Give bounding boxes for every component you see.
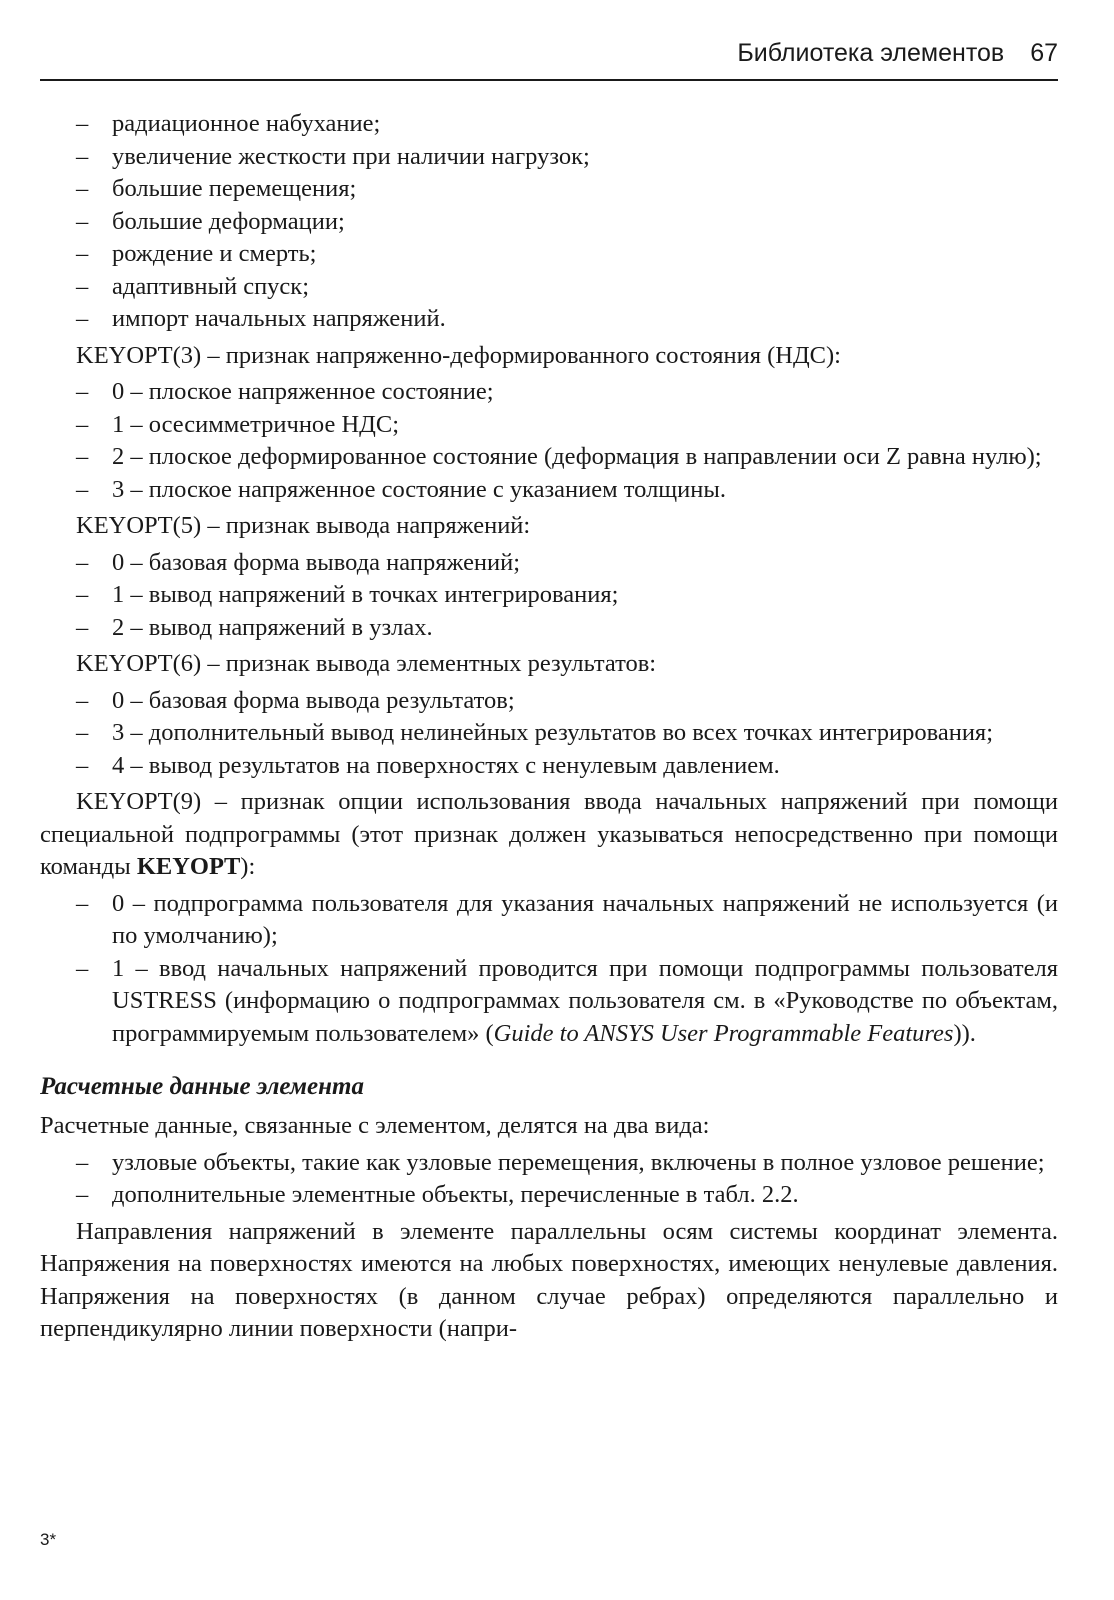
keyopt9-title-end: ): xyxy=(240,853,256,880)
guide-title: Guide to ANSYS User Programmable Features xyxy=(493,1019,954,1047)
keyopt5-title: KEYOPT(5) – признак вывода напряжений: xyxy=(76,512,531,539)
keyopt9-list xyxy=(40,888,1058,1051)
keyopt3-list xyxy=(40,376,1058,506)
list-item: – дополнительные элементные объекты, перечисленные в табл. 2.2. xyxy=(40,1179,1058,1212)
keyopt6-title: KEYOPT(6) – признак вывода элементных результатов: xyxy=(76,650,657,677)
list-item: – большие деформации; xyxy=(40,206,1058,239)
header-rule xyxy=(40,79,1058,81)
list-item: – большие перемещения; xyxy=(40,173,1058,206)
list-item: – адаптивный спуск; xyxy=(40,271,1058,304)
section-paragraph: Направления напряжений в элементе параллельны осям системы координат элемента. Напряжения на поверхностях имеются на любых поверхностях, имеющих ненулевые давления. Напряжения на поверхностях (в данном случае ребрах) определяются параллельно и перпендикулярно линии поверхности (напри- xyxy=(40,1217,1058,1342)
list-item: – 1 – осесимметричное НДС; xyxy=(40,409,1058,442)
list-item-end: )). xyxy=(953,1019,976,1047)
list-item: – 0 – плоское напряженное состояние; xyxy=(40,376,1058,409)
list-item: – 0 – базовая форма вывода напряжений; xyxy=(40,547,1058,580)
list-item: – 2 – вывод напряжений в узлах. xyxy=(40,612,1058,645)
list-item: – 4 – вывод результатов на поверхностях с ненулевым давлением. xyxy=(40,750,1058,783)
running-header xyxy=(40,36,1058,70)
keyopt5-list xyxy=(40,547,1058,645)
list-item: – импорт начальных напряжений. xyxy=(40,303,1058,336)
list-item: – 3 – дополнительный вывод нелинейных результатов во всех точках интегрирования; xyxy=(40,717,1058,750)
list-item xyxy=(40,953,1058,1051)
list-item: – 1 – вывод напряжений в точках интегрирования; xyxy=(40,579,1058,612)
signature-mark: 3* xyxy=(40,1530,57,1549)
keyopt-command: KEYOPT xyxy=(136,853,241,880)
list-item: – 0 – базовая форма вывода результатов; xyxy=(40,685,1058,718)
list-item: – 2 – плоское деформированное состояние (деформация в направлении оси Z равна нулю); xyxy=(40,441,1058,474)
keyopt3-title: KEYOPT(3) – признак напряженно-деформированного состояния (НДС): xyxy=(76,341,841,369)
list-item: – радиационное набухание; xyxy=(40,108,1058,141)
list-item: – 0 – подпрограмма пользователя для указания начальных напряжений не используется (и по умолчанию); xyxy=(40,888,1058,953)
keyopt6-list xyxy=(40,685,1058,783)
page-body xyxy=(40,108,1058,1350)
list-item: – узловые объекты, такие как узловые перемещения, включены в полное узловое решение; xyxy=(40,1147,1058,1180)
section-intro: Расчетные данные, связанные с элементом, делятся на два вида: xyxy=(40,1112,710,1139)
keyopt9-title xyxy=(40,786,1058,884)
list-item: – рождение и смерть; xyxy=(40,238,1058,271)
page-number: 67 xyxy=(1030,39,1058,67)
section-title: Расчетные данные элемента xyxy=(40,1073,364,1100)
list-item: – увеличение жесткости при наличии нагрузок; xyxy=(40,141,1058,174)
header-title: Библиотека элементов xyxy=(737,39,1005,67)
options-list xyxy=(40,108,1058,336)
list-item: – 3 – плоское напряженное состояние с указанием толщины. xyxy=(40,474,1058,507)
list-item-text: 1 – ввод начальных напряжений проводится при помощи подпрограммы пользователя USTRESS (информацию о подпрограммах пользователя см. в «Руководстве по объектам, программируемым пользователем» ( xyxy=(112,954,1058,1047)
section-list xyxy=(40,1147,1058,1212)
keyopt9-title-text: KEYOPT(9) – признак опции использования ввода начальных напряжений при помощи специальной подпрограммы (этот признак должен указываться непосредственно при помощи команды xyxy=(40,788,1058,880)
